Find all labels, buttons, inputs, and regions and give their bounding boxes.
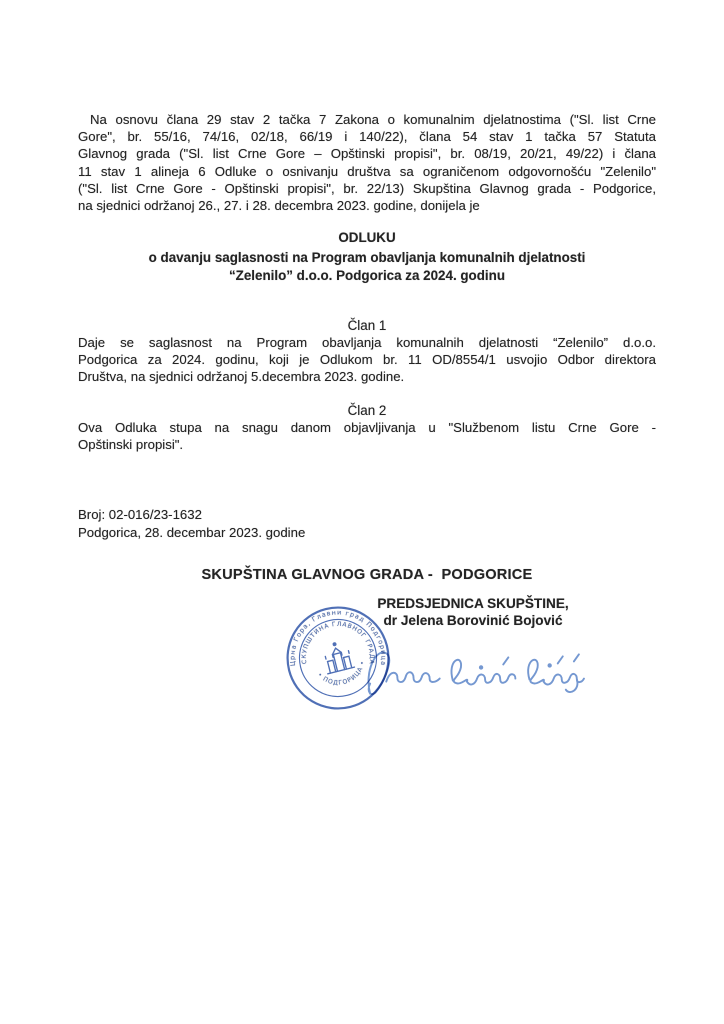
article-1-heading: Član 1	[347, 318, 387, 333]
issuer-block	[78, 567, 656, 583]
signatory-name: dr Jelena Borovinić Bojović	[383, 613, 563, 628]
stamp-outer-text: Црна Гора, Главни град Подгорица	[288, 608, 388, 667]
issuer-line: SKUPŠTINA GLAVNOG GRADA - PODGORICE	[201, 567, 533, 583]
article-2-text	[78, 419, 656, 453]
stamp-coat-of-arms	[321, 640, 355, 674]
stamp-inner-text: СКУПШТИНА ГЛАВНОГ ГРАДА	[300, 620, 376, 666]
decision-title: ODLUKU	[338, 230, 396, 245]
reference-block	[78, 506, 656, 541]
decision-title-block	[78, 229, 656, 284]
signature-icon	[356, 632, 588, 710]
article-2-heading: Član 2	[347, 403, 387, 418]
preamble-line: ("Sl. list Crne Gore - Opštinski propisi", br. 22/13) Skupština Glavnog grada - Podgorice,	[78, 180, 656, 196]
article-2-line: Opštinski propisi".	[78, 437, 184, 453]
decision-subtitle: o davanju saglasnosti na Program obavljanja komunalnih djelatnosti	[148, 250, 586, 266]
article-1-line: Daje se saglasnost na Program obavljanja komunalnih djelatnosti “Zelenilo” d.o.o.	[78, 335, 656, 350]
preamble-line: Glavnog grada ("Sl. list Crne Gore – Opštinski propisi", br. 08/19, 20/21, 49/22) i člana	[78, 146, 656, 162]
preamble-paragraph	[78, 111, 656, 214]
preamble-line: 11 stav 1 alineja 6 Odluke o osnivanju društva sa ograničenom odgovornošću "Zelenilo"	[78, 163, 656, 179]
preamble-line: Na osnovu člana 29 stav 2 tačka 7 Zakona o komunalnim djelatnostima ("Sl. list Crne	[90, 112, 656, 127]
decision-subtitle: “Zelenilo” d.o.o. Podgorica za 2024. godinu	[228, 267, 506, 283]
article-1-line: Podgorica za 2024. godinu, koji je Odlukom br. 11 OD/8554/1 usvojio Odbor direktora	[78, 352, 656, 368]
article-1-text	[78, 334, 656, 386]
article-1-line: Društva, na sjednici održanoj 5.decembra 2023. godine.	[78, 369, 405, 385]
preamble-line: na sjednici održanoj 26., 27. i 28. decembra 2023. godine, donijela je	[78, 198, 480, 214]
preamble-line: Gore", br. 55/16, 74/16, 02/18, 66/19 i 140/22), člana 54 stav 1 tačka 57 Statuta	[78, 129, 656, 145]
signature-handwriting	[356, 632, 588, 710]
signatory-title: PREDSJEDNICA SKUPŠTINE,	[377, 596, 569, 611]
reference-number: Broj: 02-016/23-1632	[78, 507, 202, 522]
article-2-line: Ova Odluka stupa na snagu danom objavljivanja u "Službenom listu Crne Gore -	[78, 420, 656, 435]
place-date-line: Podgorica, 28. decembar 2023. godine	[78, 524, 306, 540]
stamp-bottom-text: • ПОДГОРИЦА •	[315, 659, 367, 687]
